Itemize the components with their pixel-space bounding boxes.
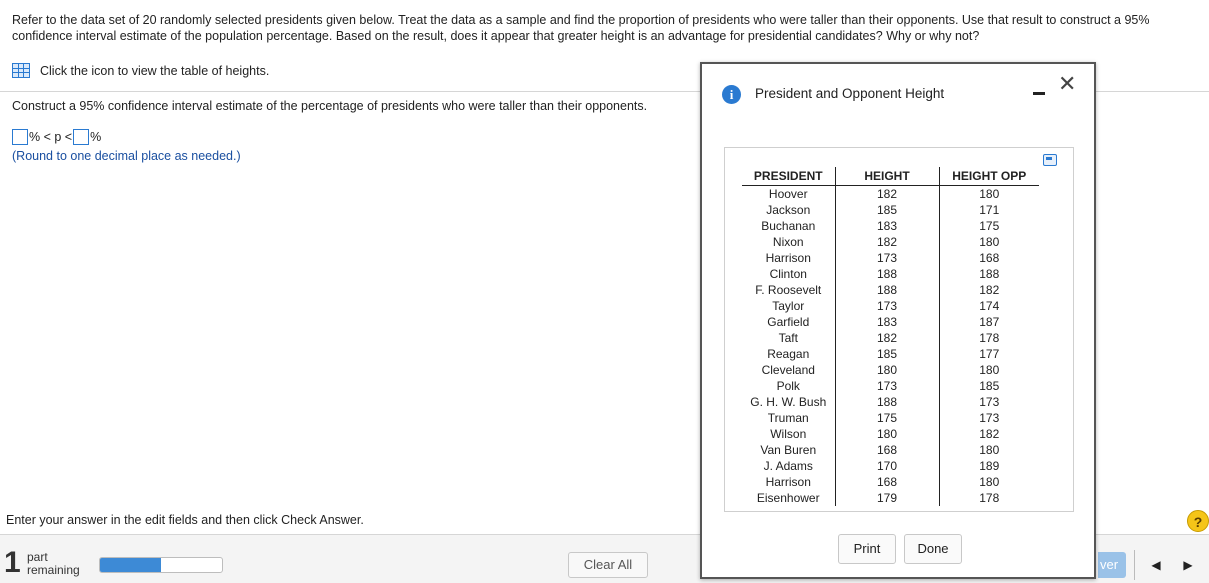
answer-row xyxy=(12,129,101,145)
cell-height: 170 xyxy=(835,458,939,474)
cell-president: Wilson xyxy=(742,426,835,442)
cell-president: J. Adams xyxy=(742,458,835,474)
table-row xyxy=(742,185,1039,202)
cell-height-opp: 180 xyxy=(979,474,1000,489)
cell-president: Clinton xyxy=(742,266,835,282)
cell-president: F. Roosevelt xyxy=(742,282,835,298)
close-icon[interactable]: ✕ xyxy=(1058,72,1077,97)
cell-president: G. H. W. Bush xyxy=(742,394,835,410)
table-header-row xyxy=(742,167,1039,185)
check-answer-button[interactable]: ver xyxy=(1098,552,1126,578)
table-row xyxy=(742,330,1039,346)
help-icon[interactable]: ? xyxy=(1187,510,1209,532)
cell-president: Nixon xyxy=(742,234,835,250)
table-row xyxy=(742,458,1039,474)
column-header-height-opp: HEIGHT OPP xyxy=(939,167,1039,185)
table-row xyxy=(742,378,1039,394)
cell-height: 183 xyxy=(835,218,939,234)
cell-height-opp: 178 xyxy=(979,490,1000,505)
part-label-line2: remaining xyxy=(27,563,80,577)
cell-height: 188 xyxy=(835,394,939,410)
cell-height-opp: 189 xyxy=(979,458,1000,473)
cell-height: 173 xyxy=(835,250,939,266)
cell-height-opp: 168 xyxy=(979,250,1000,265)
table-row xyxy=(742,426,1039,442)
copy-icon[interactable] xyxy=(1043,154,1057,166)
cell-height: 173 xyxy=(835,298,939,314)
cell-height: 183 xyxy=(835,314,939,330)
table-row xyxy=(742,202,1039,218)
enter-note: Enter your answer in the edit fields and then click Check Answer. xyxy=(6,513,364,527)
table-row xyxy=(742,474,1039,490)
clear-all-button[interactable]: Clear All xyxy=(568,552,648,578)
print-button[interactable]: Print xyxy=(838,534,896,564)
table-row xyxy=(742,250,1039,266)
cell-height-opp: 177 xyxy=(979,346,1000,361)
cell-president: Harrison xyxy=(742,250,835,266)
table-grid-icon[interactable] xyxy=(12,63,30,78)
construct-prompt: Construct a 95% confidence interval estimate of the percentage of presidents who were taller than their opponents. xyxy=(12,99,648,113)
next-arrow-icon[interactable]: ▶ xyxy=(1183,558,1193,572)
table-row xyxy=(742,298,1039,314)
progress-bar xyxy=(99,557,223,573)
table-row xyxy=(742,282,1039,298)
table-row xyxy=(742,346,1039,362)
parts-remaining-label xyxy=(27,551,80,577)
table-row xyxy=(742,234,1039,250)
table-row xyxy=(742,410,1039,426)
dialog-content xyxy=(724,147,1074,512)
cell-president: Reagan xyxy=(742,346,835,362)
cell-height-opp: 180 xyxy=(979,362,1000,377)
cell-height: 182 xyxy=(835,330,939,346)
table-row xyxy=(742,490,1039,506)
cell-height: 185 xyxy=(835,346,939,362)
table-row xyxy=(742,362,1039,378)
cell-president: Taylor xyxy=(742,298,835,314)
cell-height-opp: 180 xyxy=(979,234,1000,249)
answer-mid-text: % < p < xyxy=(29,130,73,144)
view-table-label: Click the icon to view the table of heights. xyxy=(40,63,270,78)
cell-president: Eisenhower xyxy=(742,490,835,506)
question-text: Refer to the data set of 20 randomly selected presidents given below. Treat the data as a sample and find the proportion of presidents who were taller than their opponents. Use that result to construct a 95% confidence interval estimate of the population percentage. Based on the result, does it appear that greater height is an advantage for presidential candidates? Why or why not? xyxy=(12,13,1150,43)
cell-president: Taft xyxy=(742,330,835,346)
cell-height-opp: 175 xyxy=(979,218,1000,233)
info-icon: i xyxy=(722,85,741,104)
progress-fill xyxy=(100,558,161,572)
cell-president: Harrison xyxy=(742,474,835,490)
answer-end-text: % xyxy=(90,130,102,144)
cell-height-opp: 180 xyxy=(979,442,1000,457)
cell-height-opp: 187 xyxy=(979,314,1000,329)
cell-height-opp: 173 xyxy=(979,410,1000,425)
cell-height: 185 xyxy=(835,202,939,218)
cell-height: 168 xyxy=(835,442,939,458)
upper-bound-input[interactable] xyxy=(73,129,89,145)
previous-arrow-icon[interactable]: ◀ xyxy=(1151,558,1161,572)
cell-president: Garfield xyxy=(742,314,835,330)
round-note: (Round to one decimal place as needed.) xyxy=(12,149,241,163)
cell-height-opp: 171 xyxy=(979,202,1000,217)
table-row xyxy=(742,394,1039,410)
cell-president: Buchanan xyxy=(742,218,835,234)
cell-president: Polk xyxy=(742,378,835,394)
cell-height: 175 xyxy=(835,410,939,426)
dialog-title: President and Opponent Height xyxy=(755,86,945,101)
cell-height: 188 xyxy=(835,282,939,298)
cell-height-opp: 182 xyxy=(979,282,1000,297)
heights-table xyxy=(742,167,1039,506)
cell-height-opp: 188 xyxy=(979,266,1000,281)
part-label-line1: part xyxy=(27,550,48,564)
cell-height: 182 xyxy=(835,185,939,202)
view-table-link[interactable] xyxy=(12,63,269,78)
table-row xyxy=(742,266,1039,282)
cell-president: Cleveland xyxy=(742,362,835,378)
cell-height: 188 xyxy=(835,266,939,282)
nav-separator xyxy=(1134,550,1135,580)
cell-height-opp: 174 xyxy=(979,298,1000,313)
minimize-icon[interactable] xyxy=(1033,92,1045,95)
cell-president: Truman xyxy=(742,410,835,426)
cell-height-opp: 173 xyxy=(979,394,1000,409)
cell-president: Jackson xyxy=(742,202,835,218)
cell-height-opp: 180 xyxy=(979,186,1000,201)
cell-height: 168 xyxy=(835,474,939,490)
cell-height: 173 xyxy=(835,378,939,394)
column-header-president: PRESIDENT xyxy=(742,167,835,185)
column-header-height: HEIGHT xyxy=(835,167,939,185)
table-row xyxy=(742,314,1039,330)
cell-height: 180 xyxy=(835,426,939,442)
cell-height-opp: 185 xyxy=(979,378,1000,393)
cell-height: 179 xyxy=(835,490,939,506)
done-button[interactable]: Done xyxy=(904,534,962,564)
cell-height-opp: 182 xyxy=(979,426,1000,441)
parts-remaining-count: 1 xyxy=(4,546,21,579)
table-body xyxy=(742,185,1039,506)
cell-height: 182 xyxy=(835,234,939,250)
lower-bound-input[interactable] xyxy=(12,129,28,145)
cell-president: Hoover xyxy=(742,185,835,202)
cell-height-opp: 178 xyxy=(979,330,1000,345)
cell-president: Van Buren xyxy=(742,442,835,458)
cell-height: 180 xyxy=(835,362,939,378)
table-row xyxy=(742,218,1039,234)
table-row xyxy=(742,442,1039,458)
heights-dialog xyxy=(700,62,1096,579)
